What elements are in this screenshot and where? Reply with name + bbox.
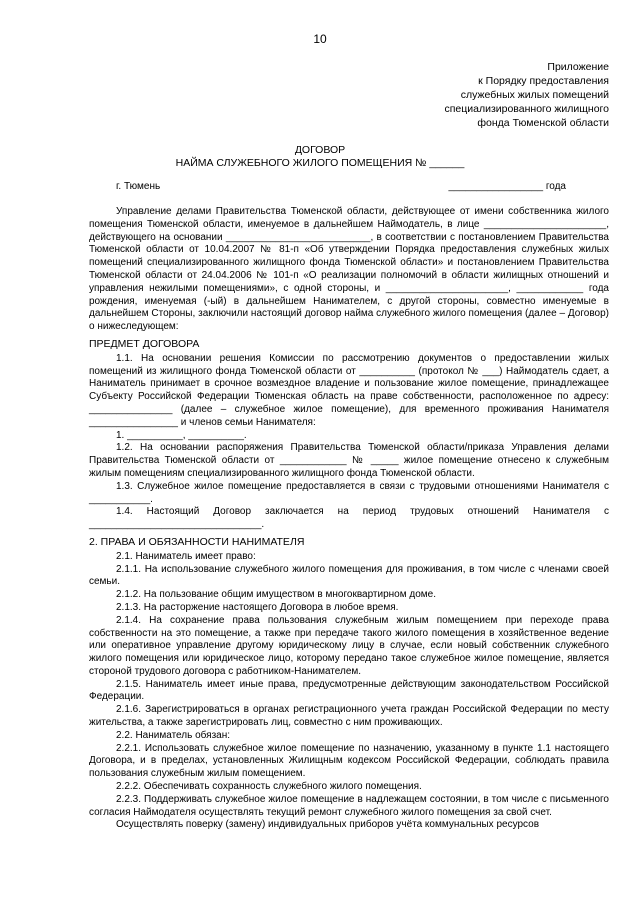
paragraph: 2.1.1. На использование служебного жилого помещения для проживания, в том числе с членами своей семьи. (89, 563, 609, 588)
paragraph: 1.1. На основании решения Комиссии по рассмотрению документов о предоставлении жилых помещений из жилищного фонда Тюменской области от __________ (протокол № ___) Наймодатель сдает, а Наниматель принимает в срочное возмездное владение и пользование жилое помещение, принадлежащее Субъекту Российской Федерации Тюменская область на праве собственности, расположенное по адресу: _______________ (далее – служебное жилое помещение), для временного проживания Нанимателя ________________ и членов семьи Нанимателя: (89, 352, 609, 428)
paragraph: 2.1.3. На расторжение настоящего Договора в любое время. (116, 601, 399, 613)
section-heading: 2. ПРАВА И ОБЯЗАННОСТИ НАНИМАТЕЛЯ (89, 535, 305, 548)
appendix-line: Приложение (547, 61, 609, 73)
place: г. Тюмень (116, 181, 161, 192)
paragraph: 2.1.2. На пользование общим имуществом в многоквартирном доме. (116, 589, 436, 601)
paragraph: 2.2.1. Использовать служебное жилое помещение по назначению, указанному в пункте 1.1 настоящего Договора, и в пределах, установленных Жилищным кодексом Российской Федерации, соблюдать правила пользования служебным жилым помещением. (89, 742, 609, 780)
document-subtitle: НАЙМА СЛУЖЕБНОГО ЖИЛОГО ПОМЕЩЕНИЯ № ______ (175, 157, 465, 169)
paragraph: 2.1. Наниматель имеет право: (116, 550, 256, 562)
paragraph: 1.3. Служебное жилое помещение предоставляется в связи с трудовыми отношениями Нанимателя с ___________. (89, 480, 609, 505)
document-body (89, 206, 609, 832)
paragraph: 2.2. Наниматель обязан: (116, 729, 231, 741)
paragraph: 2.2.2. Обеспечивать сохранность служебного жилого помещения. (116, 781, 422, 793)
preamble: Управление делами Правительства Тюменской области, действующее от имени собственника жилого помещения Тюменской области, именуемое в дальнейшем Наймодатель, в лице ______________________, действующего на основании __________________________, в соответствии с постановлением Правительства Тюменской области от 10.04.2007 № 81-п «Об утверждении Порядка предоставления служебных жилых помещений специализированного жилищного фонда Тюменской области» и постановлением Правительства Тюменской области от 24.04.2006 № 101-п «О реализации полномочий в области жилищных отношений и управления нежилыми помещениями», с одной стороны, и ______________________, ____________ года рождения, именуемая (-ый) в дальнейшем Нанимателем, с другой стороны, совместно именуемые в дальнейшем Стороны, заключили настоящий договор найма служебного жилого помещения (далее – Договор) о нижеследующем: (89, 206, 609, 333)
appendix-note (444, 60, 609, 130)
appendix-line: фонда Тюменской области (477, 117, 609, 129)
paragraph: 2.2.3. Поддерживать служебное жилое помещение в надлежащем состоянии, в том числе с письменного согласия Наймодателя осуществлять текущий ремонт служебного жилого помещения за свой счет. (89, 793, 609, 818)
paragraph: 2.1.6. Зарегистрироваться в органах регистрационного учета граждан Российской Федерации по месту жительства, а также зарегистрировать лиц, совместно с ним проживающих. (89, 704, 609, 729)
appendix-line: специализированного жилищного (444, 103, 609, 115)
appendix-line: служебных жилых помещений (460, 89, 609, 101)
paragraph: 1.2. На основании распоряжения Правительства Тюменской области/приказа Управления делами Правительства Тюменской области от ____________ № _____ жилое помещение отнесено к служебным жилым помещениям специализированного жилищного фонда Тюменской области. (89, 442, 609, 479)
appendix-line: к Порядку предоставления (478, 75, 609, 87)
section-heading: ПРЕДМЕТ ДОГОВОРА (89, 337, 200, 350)
paragraph: Осуществлять поверку (замену) индивидуальных приборов учёта коммунальных ресурсов (116, 819, 540, 831)
paragraph: 1. __________, __________. (116, 429, 247, 441)
paragraph: 1.4. Настоящий Договор заключается на период трудовых отношений Нанимателя с _______________________________. (89, 506, 609, 531)
page-number: 10 (313, 32, 327, 46)
document-title: ДОГОВОР (294, 144, 346, 156)
date-line: _________________ года (448, 181, 566, 192)
paragraph: 2.1.4. На сохранение права пользования служебным жилым помещением при переходе права собственности на это помещение, а также при передаче такого жилого помещения в хозяйственное ведение или оперативное управление другому юридическому лицу в случае, если новый собственник служебного жилого помещения или юридическое лицо, которому передано такое служебное жилое помещение, является стороной трудового договора с работником-Нанимателем. (89, 614, 609, 677)
paragraph: 2.1.5. Наниматель имеет иные права, предусмотренные действующим законодательством Российской Федерации. (89, 678, 609, 703)
